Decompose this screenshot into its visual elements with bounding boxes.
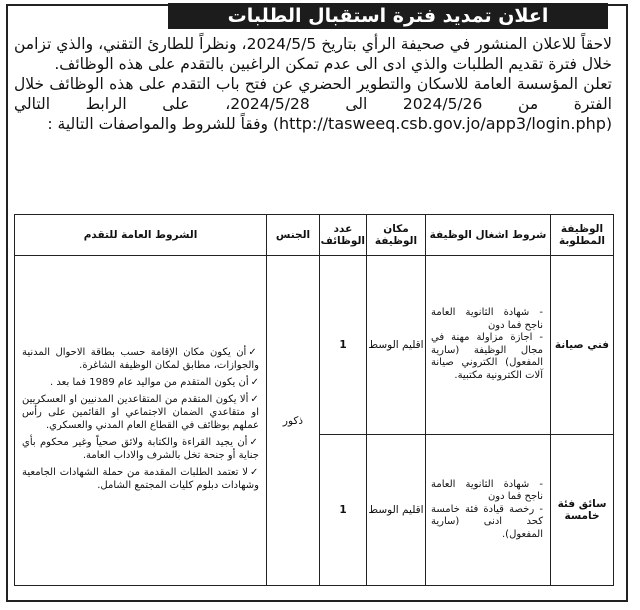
condition-item: ✓أن يكون المتقدم من مواليد عام 1989 فما بعد . — [50, 376, 259, 388]
application-link[interactable]: http://tasweeq.csb.gov.jo/app3/login.php — [279, 114, 606, 133]
general-conditions — [15, 256, 267, 586]
check-icon: ✓ — [248, 346, 259, 358]
check-icon: ✓ — [250, 393, 259, 405]
job-count: 1 — [320, 256, 367, 435]
header-location: مكان الوظيفة — [367, 215, 426, 256]
table-row — [15, 256, 614, 435]
condition-item: ✓ألا يكون المتقدم من المتقاعدين المدنيين او العسكريين او متقاعدي الضمان الاجتماعي او القائمين على رأس عملهم بوظائف في القطاع العام المدني والعسكري. — [22, 393, 259, 431]
intro-paragraph-2 — [14, 74, 612, 134]
intro-paragraph-2-end: ) وفقاً للشروط والمواصفات التالية : — [47, 115, 280, 133]
job-location: اقليم الوسط — [367, 434, 426, 585]
requirement-item: - اجازة مزاولة مهنة في مجال الوظيفة (سارية المفعول) الكتروني صيانة آلات الكترونية مكتبية. — [431, 332, 543, 381]
header-job: الوظيفة المطلوبة — [551, 215, 614, 256]
job-title: سائق فئة خامسة — [551, 434, 614, 585]
header-conditions: الشروط العامة للتقدم — [15, 215, 267, 256]
check-icon: ✓ — [249, 466, 259, 478]
announcement-title: اعلان تمديد فترة استقبال الطلبات — [168, 3, 608, 29]
header-count: عدد الوظائف — [320, 215, 367, 256]
job-location: اقليم الوسط — [367, 256, 426, 435]
intro-paragraph-1: لاحقاً للاعلان المنشور في صحيفة الرأي بتاريخ 2024/5/5، ونظراً للطارئ التقني، والذي تزامن خلال فترة تقديم الطلبات والذي ادى الى عدم تمكن الراغبين بالتقدم على هذه الوظائف. — [14, 35, 612, 73]
gender-cell: ذكور — [267, 256, 320, 586]
header-requirements: شروط اشغال الوظيفة — [426, 215, 551, 256]
intro-text — [14, 34, 612, 134]
requirement-item: - شهادة الثانوية العامة ناجح فما دون — [431, 307, 543, 331]
check-icon: ✓ — [249, 436, 259, 448]
requirement-item: - رخصة قيادة فئة خامسة كحد ادنى (سارية المفعول). — [431, 503, 543, 540]
intro-paragraph-2-start: تعلن المؤسسة العامة للاسكان والتطوير الحضري عن فتح باب التقدم على هذه الوظائف خلال الفترة من 2024/5/26 الى 2024/5/28، على الرابط التالي ( — [14, 75, 612, 133]
header-gender: الجنس — [267, 215, 320, 256]
job-title: فني صيانة — [551, 256, 614, 435]
job-requirements — [426, 256, 551, 435]
table-header-row — [15, 215, 614, 256]
job-requirements — [426, 434, 551, 585]
condition-item: ✓أن يجيد القراءة والكتابة ولائق صحياً وغير محكوم بأي جناية أو جنحة تخل بالشرف والاداب العامة. — [22, 436, 259, 461]
condition-item: ✓لا تعتمد الطلبات المقدمة من حملة الشهادات الجامعية وشهادات دبلوم كليات المجتمع الشامل. — [22, 466, 259, 491]
condition-item: ✓أن يكون مكان الإقامة حسب بطاقة الاحوال المدنية والجوازات، مطابق لمكان الوظيفة الشاغرة. — [22, 346, 259, 371]
job-count: 1 — [320, 434, 367, 585]
requirement-item: - شهادة الثانوية العامة ناجح فما دون — [431, 478, 543, 503]
jobs-table — [14, 214, 614, 586]
check-icon: ✓ — [250, 376, 259, 388]
